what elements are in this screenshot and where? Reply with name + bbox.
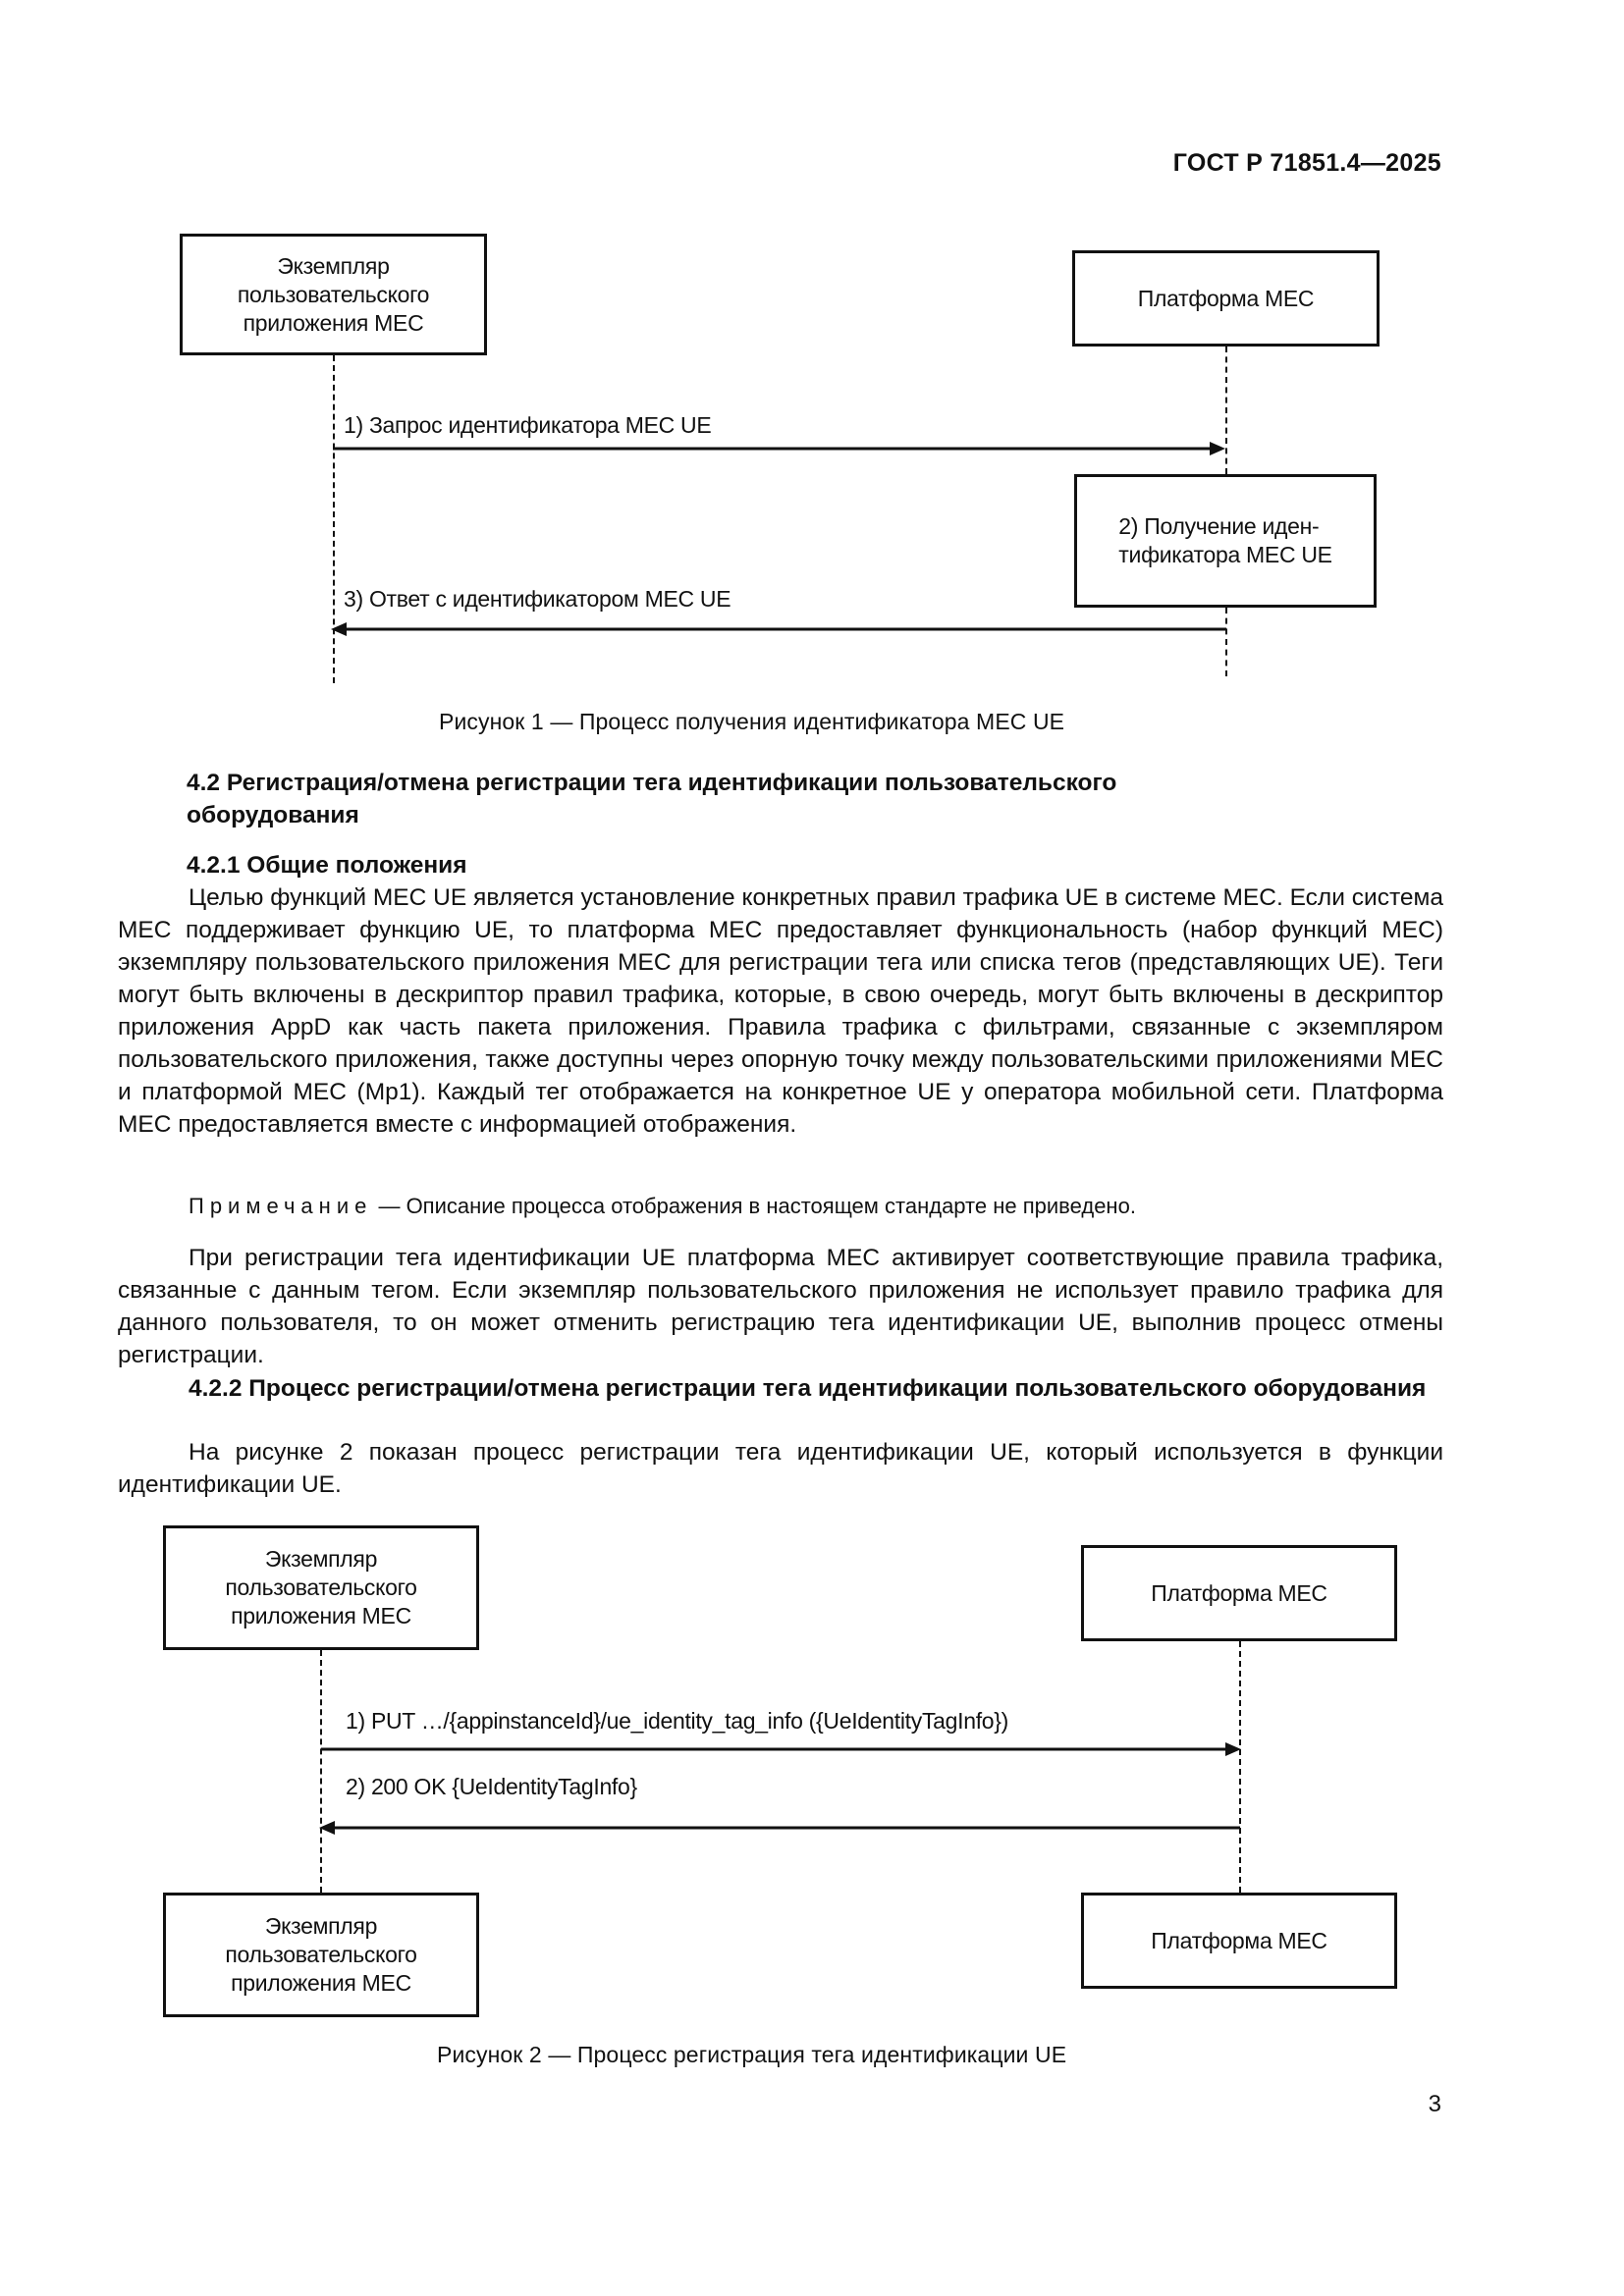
figure1-message-1-arrow [329, 439, 1232, 458]
figure2-message-1-arrow [317, 1739, 1250, 1759]
box-line: приложения МЕС [243, 309, 424, 336]
note-label: Примечание [189, 1194, 373, 1218]
note [189, 1194, 1136, 1219]
box-line: приложения МЕС [231, 1603, 411, 1629]
box-line: 2) Получение иден- [1118, 513, 1320, 539]
figure2-platform-box-top [1081, 1545, 1397, 1641]
box-line: приложения МЕС [231, 1970, 411, 1996]
figure1-app-instance-box [180, 234, 487, 355]
figure1-process-box [1074, 474, 1377, 608]
figure1-message-3-arrow [329, 619, 1232, 639]
figure2-message-2-arrow [317, 1818, 1250, 1838]
box-line: Экземпляр [277, 252, 390, 279]
figure2-caption: Рисунок 2 — Процесс регистрация тега идентификации UE [437, 2042, 1067, 2067]
figure2-app-lifeline [320, 1650, 322, 1893]
figure2-message-1-label: 1) PUT …/{appinstanceId}/ue_identity_tag_info ({UeIdentityTagInfo}) [346, 1708, 1009, 1734]
box-line: пользовательского [225, 1942, 417, 1967]
box-line: пользовательского [225, 1575, 417, 1600]
heading-line: оборудования [187, 802, 359, 828]
box-line: пользовательского [237, 281, 430, 307]
page-number: 3 [1428, 2091, 1441, 2117]
section-4-2-1-paragraph-1: Целью функций МЕС UE является установление конкретных правил трафика UE в системе МЕС. Если система МЕС поддерживает функцию UE, то платформа МЕС предоставляет функциональность (набор функций МЕС) экземпляру пользовательского приложения МЕС для регистрации тега или списка тегов (представляющих UE). Теги могут быть включены в дескриптор правил трафика, которые, в свою очередь, могут быть включены в дескриптор приложения AppD как часть пакета приложения. Правила трафика с фильтрами, связанные с экземпляром пользовательского приложения, также доступны через опорную точку между пользовательскими приложениями МЕС и платформой МЕС (Mp1). Каждый тег отображается на конкретное UE у оператора мобильной сети. Платформа МЕС предоставляется вместе с информацией отображения. [118, 884, 1443, 1138]
box-label: Платформа МЕС [1151, 1579, 1327, 1606]
figure1-platform-lifeline-lower [1225, 608, 1227, 676]
box-line: тификатора МЕС UE [1118, 542, 1332, 567]
figure2-app-instance-box-top [163, 1525, 479, 1650]
figure2-platform-lifeline [1239, 1641, 1241, 1893]
figure2-platform-box-bottom [1081, 1893, 1397, 1989]
note-text: — Описание процесса отображения в настоящем стандарте не приведено. [372, 1194, 1136, 1218]
figure1-platform-box [1072, 250, 1380, 347]
box-line: Экземпляр [264, 1913, 378, 1939]
figure1-message-3-label: 3) Ответ с идентификатором МЕС UE [344, 586, 731, 612]
heading-line: 4.2 Регистрация/отмена регистрации тега идентификации пользовательского [187, 770, 1117, 796]
box-label: Платформа МЕС [1137, 285, 1315, 311]
figure1-message-1-label: 1) Запрос идентификатора МЕС UE [344, 412, 712, 438]
figure2-message-2-label: 2) 200 OK {UeIdentityTagInfo} [346, 1774, 637, 1799]
document-standard-number: ГОСТ Р 71851.4—2025 [1172, 149, 1441, 177]
section-4-2-heading [187, 767, 1463, 831]
figure2-app-instance-box-bottom [163, 1893, 479, 2017]
box-label: Платформа МЕС [1151, 1927, 1327, 1953]
section-4-2-1-heading: 4.2.1 Общие положения [187, 852, 467, 879]
section-4-2-2-paragraph: На рисунке 2 показан процесс регистрации тега идентификации UE, который используется в функции идентификации UE. [118, 1439, 1443, 1498]
box-line: Экземпляр [264, 1546, 378, 1572]
section-4-2-2-heading: 4.2.2 Процесс регистрации/отмена регистрации тега идентификации пользовательского оборудования [189, 1375, 1427, 1402]
figure1-caption: Рисунок 1 — Процесс получения идентификатора МЕС UE [439, 709, 1065, 734]
section-4-2-1-paragraph-2: При регистрации тега идентификации UE платформа МЕС активирует соответствующие правила трафика, связанные с данным тегом. Если экземпляр пользовательского приложения не использует правило трафика для данного пользователя, то он может отменить регистрацию тега идентификации UE, выполнив процесс отмены регистрации. [118, 1245, 1443, 1368]
